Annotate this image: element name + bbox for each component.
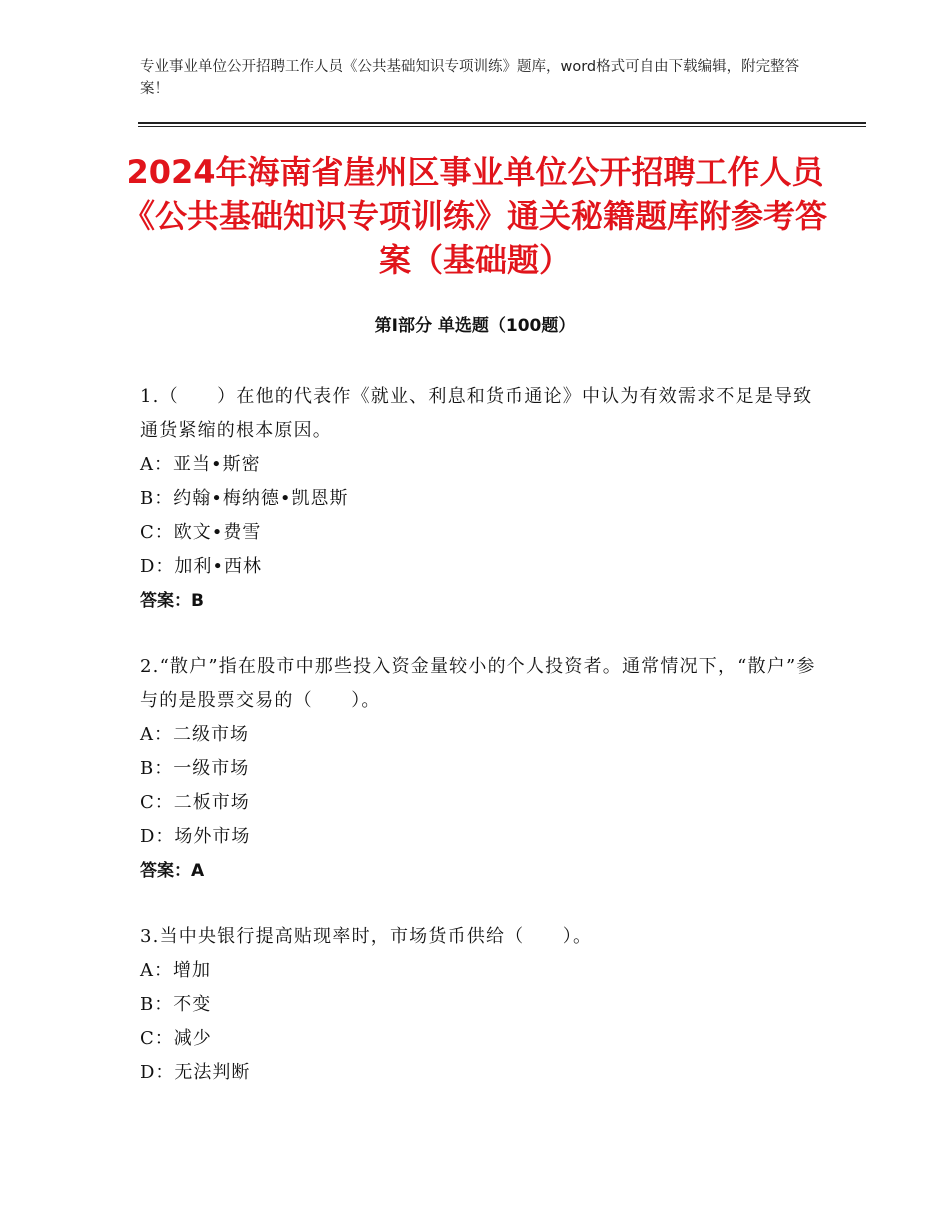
document-title: 2024年海南省崖州区事业单位公开招聘工作人员《公共基础知识专项训练》通关秘籍题库附参考答案（基础题） <box>122 153 827 279</box>
header-rule-thin <box>138 126 866 127</box>
question-list <box>140 380 820 1122</box>
option-a: A：增加 <box>140 960 211 981</box>
header-rule-thick <box>138 122 866 124</box>
option-a: A：亚当•斯密 <box>140 454 261 475</box>
option-c: C：减少 <box>140 1028 212 1049</box>
question-3 <box>140 920 820 1090</box>
answer-line: 答案：B <box>140 591 204 611</box>
option-d: D：无法判断 <box>140 1062 251 1083</box>
question-text: 2.“散户”指在股市中那些投入资金量较小的个人投资者。通常情况下，“散户”参与的是股票交易的（ ）。 <box>140 656 816 711</box>
option-d: D：场外市场 <box>140 826 251 847</box>
header-note: 专业事业单位公开招聘工作人员《公共基础知识专项训练》题库，word格式可自由下载编辑，附完整答案！ <box>140 59 800 97</box>
option-c: C：二板市场 <box>140 792 250 813</box>
option-c: C：欧文•费雪 <box>140 522 262 543</box>
question-text: 3.当中央银行提高贴现率时，市场货币供给（ ）。 <box>140 926 593 947</box>
option-b: B：约翰•梅纳德•凯恩斯 <box>140 488 349 509</box>
option-b: B：一级市场 <box>140 758 250 779</box>
option-b: B：不变 <box>140 994 212 1015</box>
option-d: D：加利•西林 <box>140 556 263 577</box>
section-heading: 第Ⅰ部分 单选题（100题） <box>374 316 576 336</box>
option-a: A：二级市场 <box>140 724 249 745</box>
question-1 <box>140 380 820 618</box>
question-text: 1.（ ）在他的代表作《就业、利息和货币通论》中认为有效需求不足是导致通货紧缩的根本原因。 <box>140 386 813 441</box>
question-2 <box>140 650 820 888</box>
answer-line: 答案：A <box>140 861 205 881</box>
